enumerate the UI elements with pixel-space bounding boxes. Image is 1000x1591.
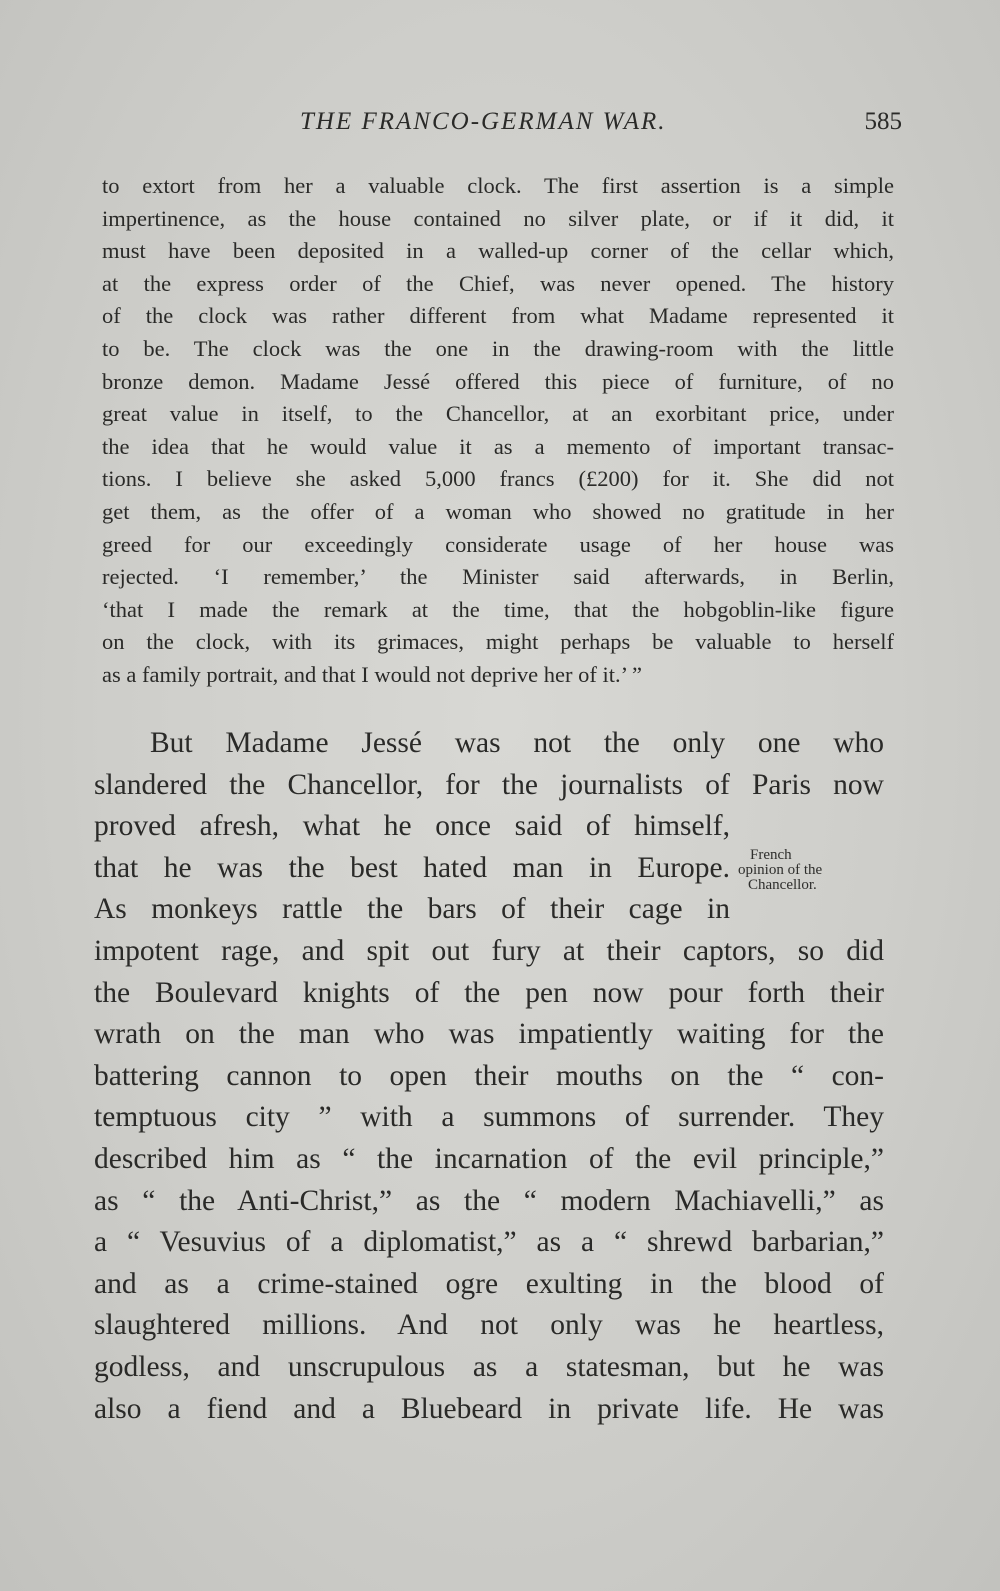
text-line: slaughtered millions. And not only was he heartless, [94,1309,884,1342]
quote-line: great value in itself, to the Chancellor, at an exorbitant price, under [102,401,894,427]
quote-line: rejected. ‘I remember,’ the Minister said afterwards, in Berlin, [102,564,894,590]
text-line: as “ the Anti-Christ,” as the “ modern Machiavelli,” as [94,1184,884,1217]
text-line: wrath on the man who was impatiently waiting for the [94,1018,884,1051]
text-line: godless, and unscrupulous as a statesman, but he was [94,1350,884,1383]
quote-line: as a family portrait, and that I would not deprive her of it.’ ” [102,661,643,687]
page-number: 585 [864,108,902,135]
text-line: slandered the Chancellor, for the journalists of Paris now [94,768,884,801]
text-line: temptuous city ” with a summons of surrender. They [94,1101,884,1134]
quote-line: the idea that he would value it as a memento of important transac- [102,433,894,459]
quote-line: to be. The clock was the one in the drawing-room with the little [102,335,894,361]
quote-line: on the clock, with its grimaces, might perhaps be valuable to herself [102,629,894,655]
margin-sidenote [738,848,898,893]
quote-line: greed for our exceedingly considerate usage of her house was [102,531,894,557]
quote-line: get them, as the offer of a woman who showed no gratitude in her [102,498,894,524]
running-head [102,108,902,148]
main-paragraph [94,723,884,1430]
text-line: battering cannon to open their mouths on the “ con- [94,1059,884,1092]
text-line: impotent rage, and spit out fury at their captors, so did [94,934,884,967]
quoted-passage [102,170,894,692]
text-line: As monkeys rattle the bars of their cage in [94,893,730,926]
quote-line: tions. I believe she asked 5,000 francs (£200) for it. She did not [102,466,894,492]
text-line: the Boulevard knights of the pen now pour forth their [94,976,884,1009]
quote-line: must have been deposited in a walled-up corner of the cellar which, [102,238,894,264]
sidenote-line: Chancellor. [748,877,817,893]
text-line: also a fiend and a Bluebeard in private life. He was [94,1392,884,1425]
running-title: THE FRANCO-GERMAN WAR. [300,108,667,135]
quote-line: impertinence, as the house contained no silver plate, or if it did, it [102,205,894,231]
text-line: and as a crime-stained ogre exulting in the blood of [94,1267,884,1300]
quote-line: to extort from her a valuable clock. The first assertion is a simple [102,173,894,198]
sidenote-line: opinion of the [738,862,823,878]
quote-line: of the clock was rather different from what Madame represented it [102,303,894,329]
sidenote-line: French [750,847,792,863]
text-line: a “ Vesuvius of a diplomatist,” as a “ shrewd barbarian,” [94,1226,884,1259]
quote-line: bronze demon. Madame Jessé offered this piece of furniture, of no [102,368,894,394]
text-line: But Madame Jessé was not the only one who [150,727,884,759]
quote-line: at the express order of the Chief, was never opened. The history [102,270,894,296]
text-line: proved afresh, what he once said of himself, [94,810,730,843]
text-line: described him as “ the incarnation of the evil principle,” [94,1142,884,1175]
quote-line: ‘that I made the remark at the time, that the hobgoblin-like figure [102,596,894,622]
text-line: that he was the best hated man in Europe. [94,851,730,884]
